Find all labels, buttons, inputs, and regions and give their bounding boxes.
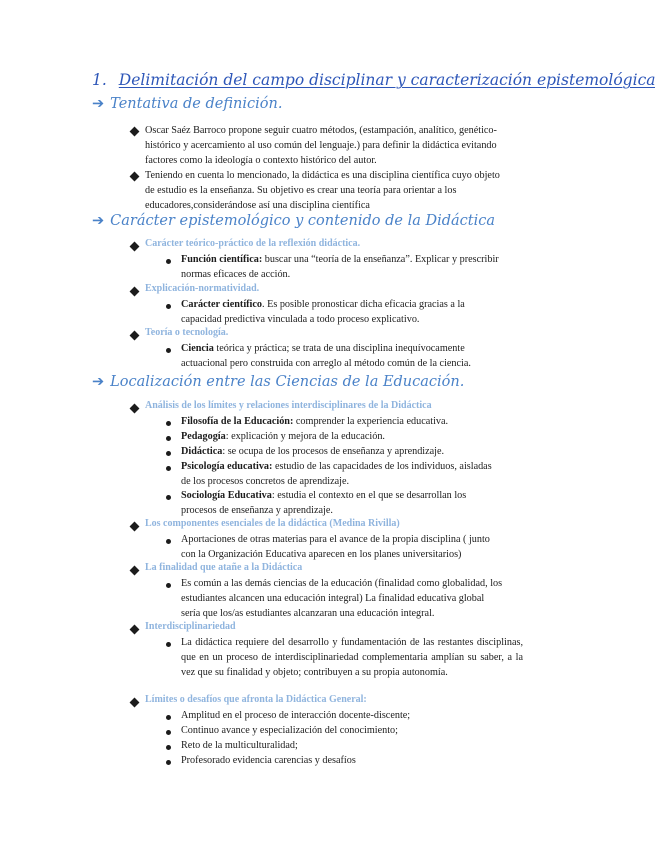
term: Función científica: [181,254,263,265]
arrow-right-icon: ➔ [92,213,105,229]
item-text: Es común a las demás ciencias de la educación (finalidad como globalidad, los estudiantes alcancen una educación integral) La finalidad educativa global sería que los/as estudiantes alcanzaran una educación integral. [181,578,503,619]
bullet-text: Teniendo en cuenta lo mencionado, la didáctica es una disciplina científica cuyo objeto de estudio es la enseñanza. Su objetivo es crear una teoría para orientar a los educadores,considerándose así una disciplina científica [145,170,500,211]
round-bullet-icon [166,760,171,765]
diamond-bullet-icon [130,331,140,341]
section-heading-localization [92,374,464,390]
diamond-bullet-icon [130,566,140,576]
list-item [181,738,501,753]
round-bullet-icon [166,715,171,720]
subheading: Límites o desafíos que afronta la Didáctica General: [145,694,367,705]
heading-number: 1. [92,71,107,89]
term: Carácter científico [181,299,262,310]
list-item [181,297,501,327]
list-item [181,576,503,621]
diamond-bullet-icon [130,172,140,182]
diamond-bullet-icon [130,522,140,532]
arrow-right-icon: ➔ [92,374,105,390]
list-item [181,252,501,282]
list-item [181,459,501,489]
list-item [181,444,501,459]
term: Sociología Educativa [181,490,272,501]
diamond-bullet-icon [130,287,140,297]
list-item [181,488,501,518]
list-item [181,723,501,738]
round-bullet-icon [166,539,171,544]
term: Didáctica [181,446,223,457]
diamond-bullet-icon [130,625,140,635]
section-title: Tentativa de definición. [110,96,283,112]
round-bullet-icon [166,436,171,441]
diamond-bullet-icon [130,404,140,414]
diamond-bullet-icon [130,242,140,252]
term-text: : se ocupa de los procesos de enseñanza y aprendizaje. [222,446,445,457]
round-bullet-icon [166,495,171,500]
item-text: Profesorado evidencia carencias y desafíos [181,755,356,766]
term-text: . Es posible pronosticar dicha eficacia gracias a la capacidad predictiva vinculada a todo proceso explicativo. [181,299,465,325]
list-item [181,753,501,768]
item-text: Amplitud en el proceso de interacción docente-discente; [181,710,411,721]
round-bullet-icon [166,304,171,309]
round-bullet-icon [166,348,171,353]
heading-title: Delimitación del campo disciplinar y caracterización epistemológica [118,71,655,89]
round-bullet-icon [166,259,171,264]
term-text: : explicación y mejora de la educación. [225,431,385,442]
section-title: Carácter epistemológico y contenido de la Didáctica [110,213,496,229]
term-text: : estudia el contexto en el que se desarrollan los procesos de enseñanza y aprendizaje. [181,490,467,516]
term-text: teórica y práctica; se trata de una disciplina inequívocamente actuacional pero construida con arreglo al método común de la ciencia. [181,343,471,369]
round-bullet-icon [166,451,171,456]
item-text: Reto de la multiculturalidad; [181,740,298,751]
term: Psicología educativa: [181,461,273,472]
section-heading-definition [92,96,282,112]
subheading: Interdisciplinariedad [145,621,236,632]
list-item [181,708,501,723]
list-item [181,414,501,429]
item-text: La didáctica requiere del desarrollo y fundamentación de las restantes disciplinas, que en un proceso de interdisciplinariedad complementaria amplían su saber, a la vez que su finalidad y objeto; contribuyen a su propia autonomía. [181,637,523,678]
list-item [181,341,501,371]
round-bullet-icon [166,421,171,426]
paragraph-bullet [145,123,500,168]
list-item [181,429,501,444]
paragraph-bullet [145,168,500,213]
list-item [181,635,523,680]
round-bullet-icon [166,642,171,647]
term: Ciencia [181,343,214,354]
subheading: La finalidad que atañe a la Didáctica [145,562,303,573]
item-text: Continuo avance y especialización del conocimiento; [181,725,398,736]
diamond-bullet-icon [130,127,140,137]
subheading: Carácter teórico-práctico de la reflexión didáctica. [145,238,361,249]
section-title: Localización entre las Ciencias de la Educación. [110,374,465,390]
arrow-right-icon: ➔ [92,96,105,112]
term: Pedagogía [181,431,226,442]
item-text: Aportaciones de otras materias para el avance de la propia disciplina ( junto con la Organización Educativa aparecen en los planes universitarios) [181,534,490,560]
round-bullet-icon [166,466,171,471]
round-bullet-icon [166,583,171,588]
section-heading-epistemological [92,213,495,229]
subheading: Análisis de los límites y relaciones interdisciplinares de la Didáctica [145,400,432,411]
diamond-bullet-icon [130,698,140,708]
bullet-text: Oscar Saéz Barroco propone seguir cuatro métodos, (estampación, analítico, genético-histórico y acercamiento al uso común del lenguaje.) para definir la didáctica evitando factores como la ideología o contexto histórico del autor. [145,125,497,166]
round-bullet-icon [166,730,171,735]
subheading: Explicación-normatividad. [145,283,260,294]
term-text: comprender la experiencia educativa. [293,416,449,427]
term: Filosofía de la Educación: [181,416,294,427]
list-item [181,532,503,562]
subheading: Teoría o tecnología. [145,327,229,338]
term-text: estudio de las capacidades de los individuos, aisladas de los procesos concretos de aprendizaje. [181,461,492,487]
main-heading [92,71,655,89]
round-bullet-icon [166,745,171,750]
term-text: buscar una “teoría de la enseñanza”. Explicar y prescribir normas eficaces de acción. [181,254,499,280]
subheading: Los componentes esenciales de la didáctica (Medina Rivilla) [145,518,400,529]
